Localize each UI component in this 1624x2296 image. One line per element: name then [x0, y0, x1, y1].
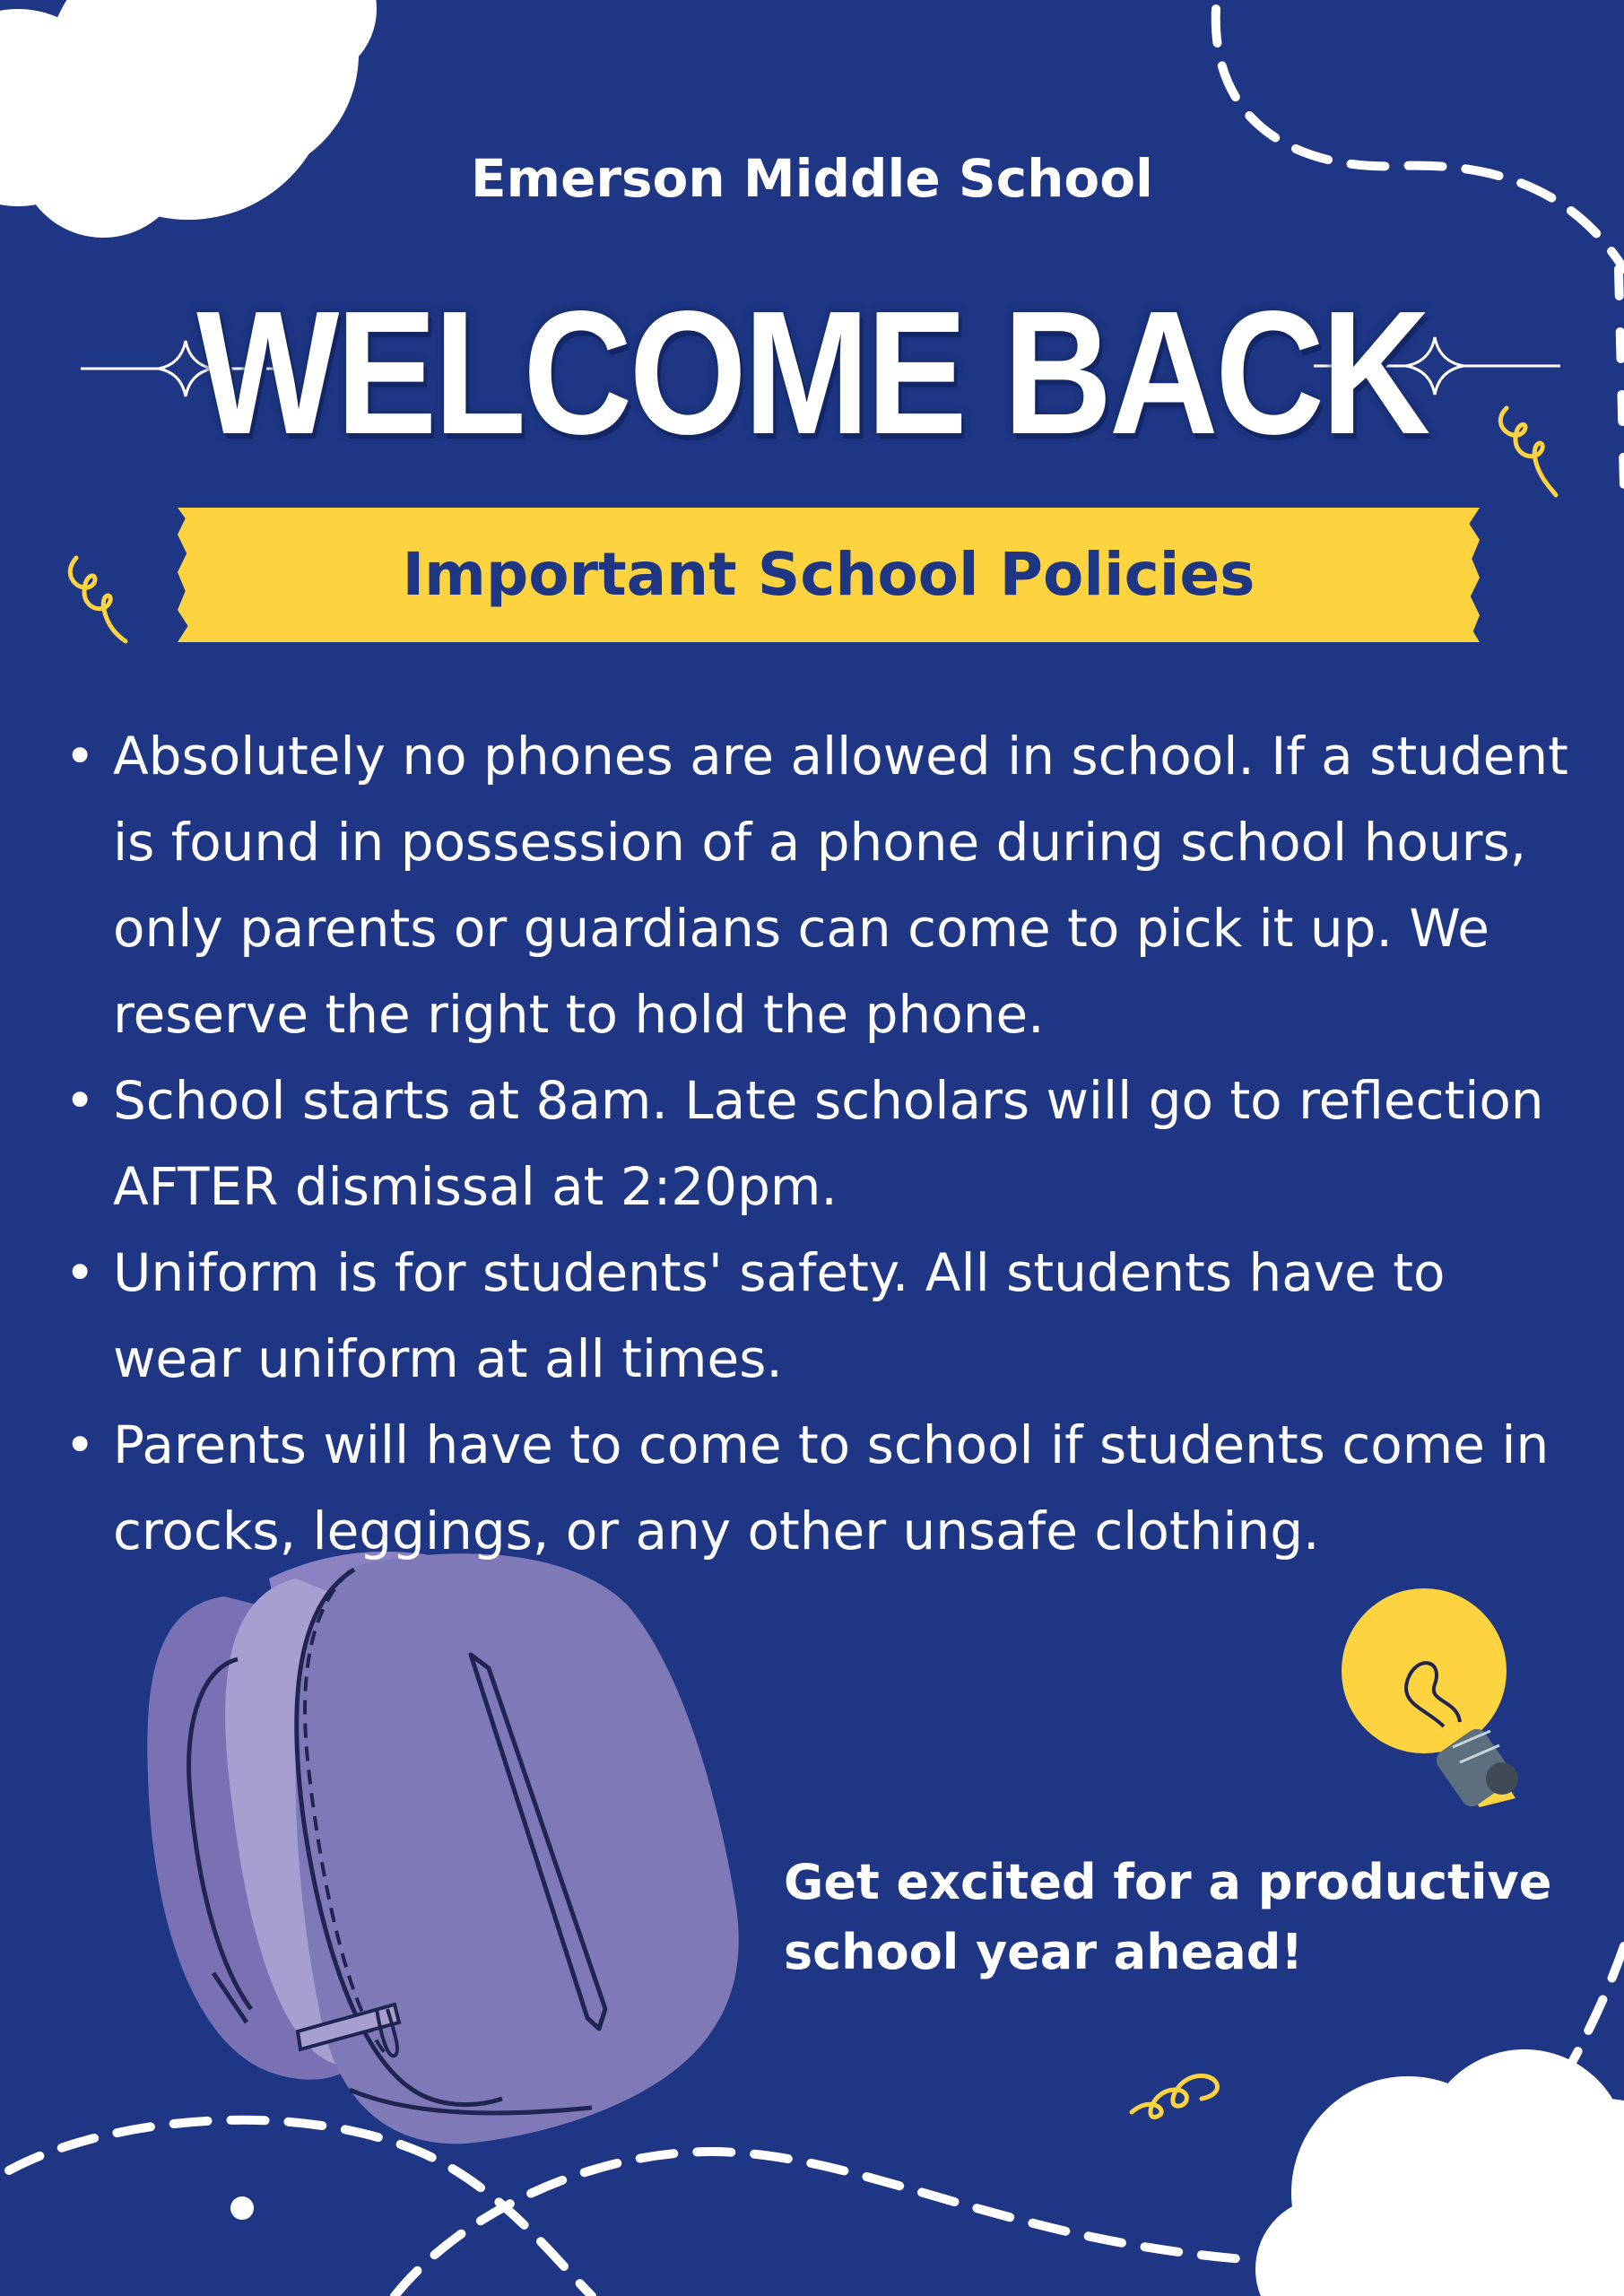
- bullet-icon: •: [65, 1414, 96, 1475]
- dot-icon: [230, 2196, 254, 2220]
- squiggle-icon: [70, 558, 126, 641]
- backpack-icon: [147, 1552, 738, 2144]
- policy-text: Parents will have to come to school if students come in crocks, leggings, or any other unsafe clothing.: [113, 1414, 1550, 1561]
- policies-banner-title: Important School Policies: [402, 540, 1255, 609]
- light-bulb-icon: [1342, 1588, 1518, 1811]
- policy-text: School starts at 8am. Late scholars will go to reflection AFTER dismissal at 2:20pm.: [113, 1070, 1544, 1217]
- policy-item: [54, 713, 1578, 1057]
- policies-list: [54, 713, 1578, 1574]
- welcome-back-headline: WELCOME BACK: [196, 274, 1428, 471]
- bullet-icon: •: [65, 1242, 96, 1303]
- closing-message: Get excited for a productive school year ahead!: [784, 1854, 1552, 1980]
- bullet-icon: •: [65, 726, 96, 787]
- policy-text: Absolutely no phones are allowed in school. If a student is found in possession of a phone during school hours, only parents or guardians can come to pick it up. We reserve the right to hold the phone.: [113, 726, 1568, 1045]
- squiggle-icon: [1132, 2076, 1218, 2118]
- policy-item: [54, 1057, 1578, 1230]
- policy-item: [54, 1230, 1578, 1402]
- bullet-icon: •: [65, 1070, 96, 1131]
- policy-item: [54, 1402, 1578, 1574]
- policy-text: Uniform is for students' safety. All students have to wear uniform at all times.: [113, 1242, 1446, 1389]
- school-name: Emerson Middle School: [471, 148, 1153, 209]
- cloud-icon: [1255, 2049, 1624, 2296]
